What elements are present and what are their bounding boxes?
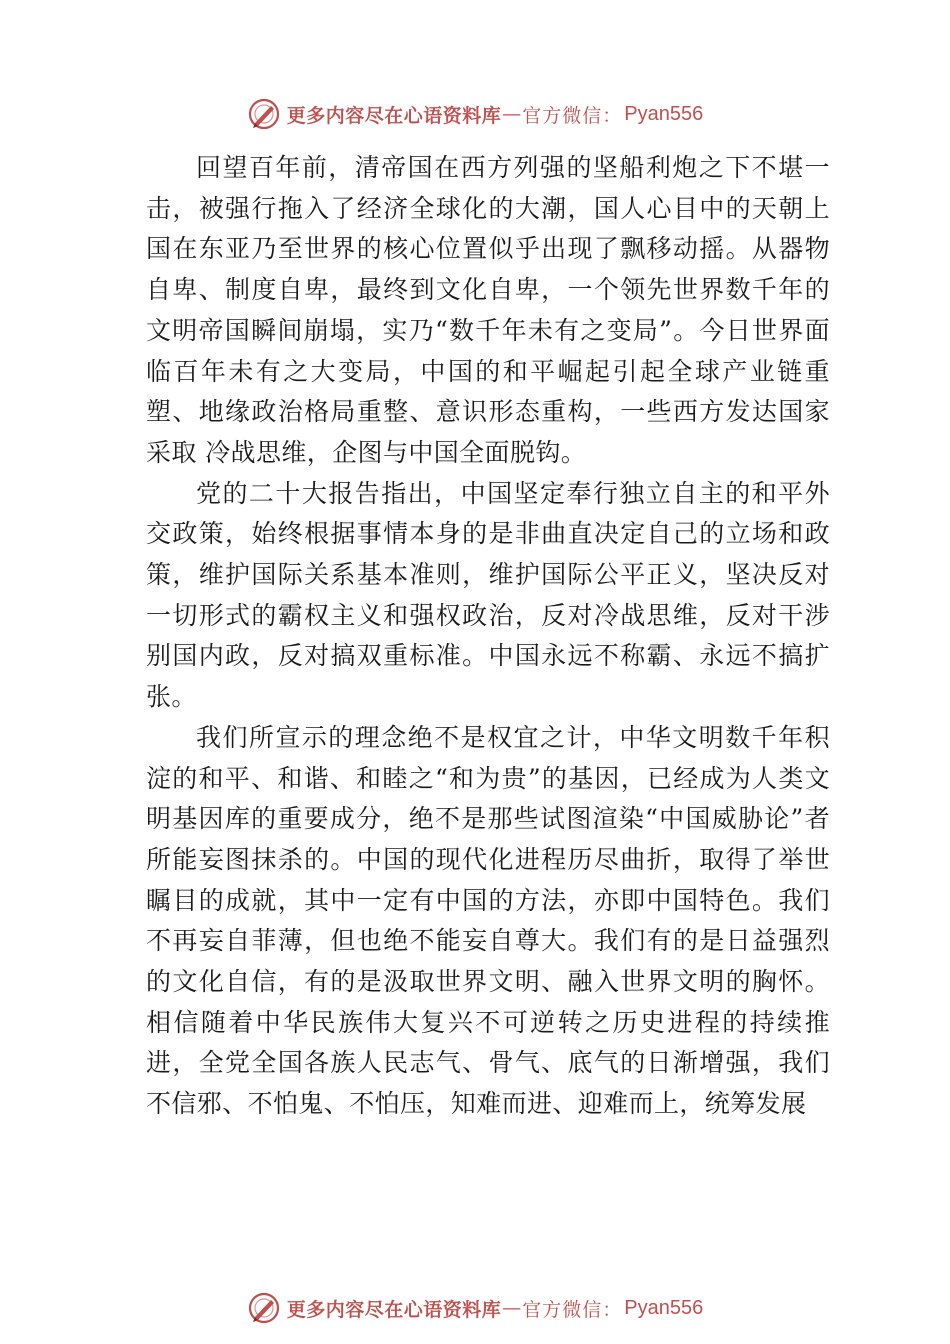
header-wechat-id: Pyan556 [624,102,704,125]
header-wechat-label: 官方微信： [522,104,623,127]
pen-logo-icon [247,97,281,131]
paragraph-2: 党的二十大报告指出，中国坚定奉行独立自主的和平外交政策，始终根据事情本身的是非曲直决定自己的立场和政策，维护国际关系基本准则，维护国际公平正义，坚决反对一切形式的霸权主义和强权政治，反对冷战思维，反对干涉别国内政，反对搞双重标准。中国永远不称霸、永远不搞扩张。 [146,478,830,712]
paragraph-3: 我们所宣示的理念绝不是权宜之计，中华文明数千年积淀的和平、和谐、和睦之“和为贵”的基因，已经成为人类文明基因库的重要成分，绝不是那些试图渲染“中国威胁论”者所能妄图抹杀的。中国的现代化进程历尽曲折，取得了举世瞩目的成就，其中一定有中国的方法，亦即中国特色。我们不再妄自菲薄，但也绝不能妄自尊大。我们有的是日益强烈的文化自信，有的是汲取世界文明、融入世界文明的胸怀。相信随着中华民族伟大复兴不可逆转之历史进程的持续推进，全党全国各族人民志气、骨气、底气的日渐增强，我们不信邪、不怕鬼、不怕压，知难而进、迎难而上，统筹发展 [146,722,830,1119]
document-body [146,148,830,1125]
page-footer-banner [0,1288,950,1328]
paragraph-1: 回望百年前，清帝国在西方列强的坚船利炮之下不堪一击，被强行拖入了经济全球化的大潮，国人心目中的天朝上国在东亚乃至世界的核心位置似乎出现了飘移动摇。从器物自卑、制度自卑，最终到文化自卑，一个领先世界数千年的文明帝国瞬间崩塌，实乃“数千年未有之变局”。今日世界面 临百年未有之大变局，中国的和平崛起引起全球产业链重塑、地缘政治格局重整、意识形态重构，一些西方发达国家采取 冷战思维，企图与中国全面脱钩。 [146,153,830,467]
footer-site-name: 更多内容尽在心语资料库 [286,1298,502,1321]
header-site-name: 更多内容尽在心语资料库 [286,104,502,127]
page-header-banner [0,94,950,134]
footer-dash: — [502,1297,522,1319]
header-dash: — [502,103,522,125]
footer-wechat-label: 官方微信： [522,1298,623,1321]
footer-wechat-id: Pyan556 [624,1296,704,1319]
pen-logo-icon [247,1291,281,1325]
